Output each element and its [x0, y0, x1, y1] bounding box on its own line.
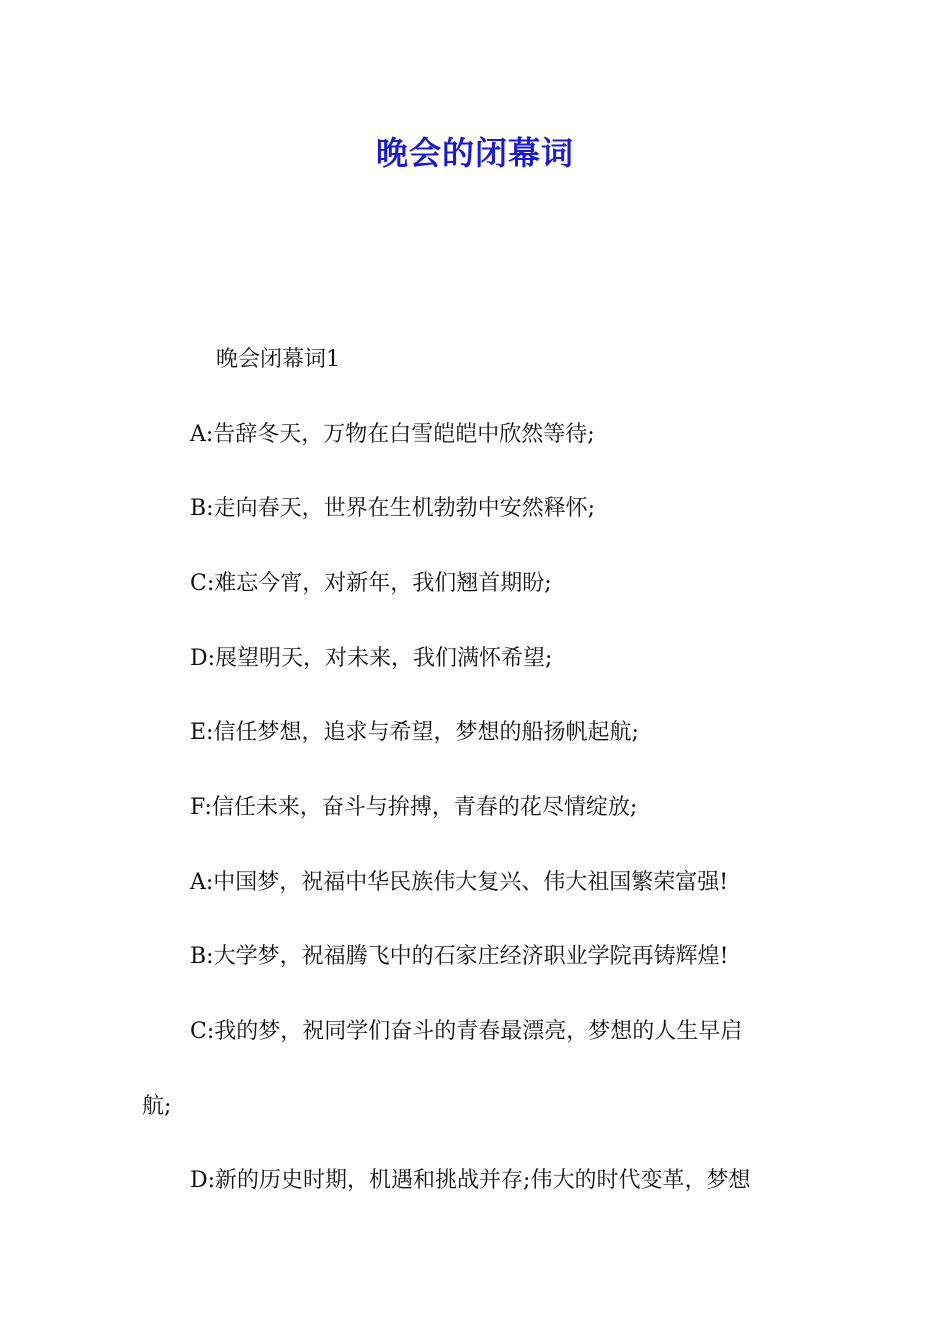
paragraph-line: C:我的梦，祝同学们奋斗的青春最漂亮，梦想的人生早启 — [190, 1019, 743, 1044]
paragraph-line: D:新的历史时期，机遇和挑战并存;伟大的时代变革，梦想 — [190, 1168, 751, 1193]
paragraph-line: A:告辞冬天，万物在白雪皑皑中欣然等待; — [190, 422, 595, 447]
paragraph-line: D:展望明天，对未来，我们满怀希望; — [190, 646, 553, 671]
paragraph-line: A:中国梦，祝福中华民族伟大复兴、伟大祖国繁荣富强! — [190, 870, 729, 895]
section-heading: 晚会闭幕词1 — [216, 347, 340, 372]
paragraph-line: C:难忘今宵，对新年，我们翘首期盼; — [190, 571, 552, 596]
paragraph-line: F:信任未来，奋斗与拚搏，青春的花尽情绽放; — [190, 795, 638, 820]
paragraph-line: B:大学梦，祝福腾飞中的石家庄经济职业学院再铸辉煌! — [190, 944, 729, 969]
paragraph-line: B:走向春天，世界在生机勃勃中安然释怀; — [190, 496, 595, 521]
document-title: 晚会的闭幕词 — [375, 134, 574, 172]
paragraph-line: E:信任梦想，追求与希望，梦想的船扬帆起航; — [190, 720, 639, 745]
paragraph-line-continuation: 航; — [142, 1094, 172, 1119]
